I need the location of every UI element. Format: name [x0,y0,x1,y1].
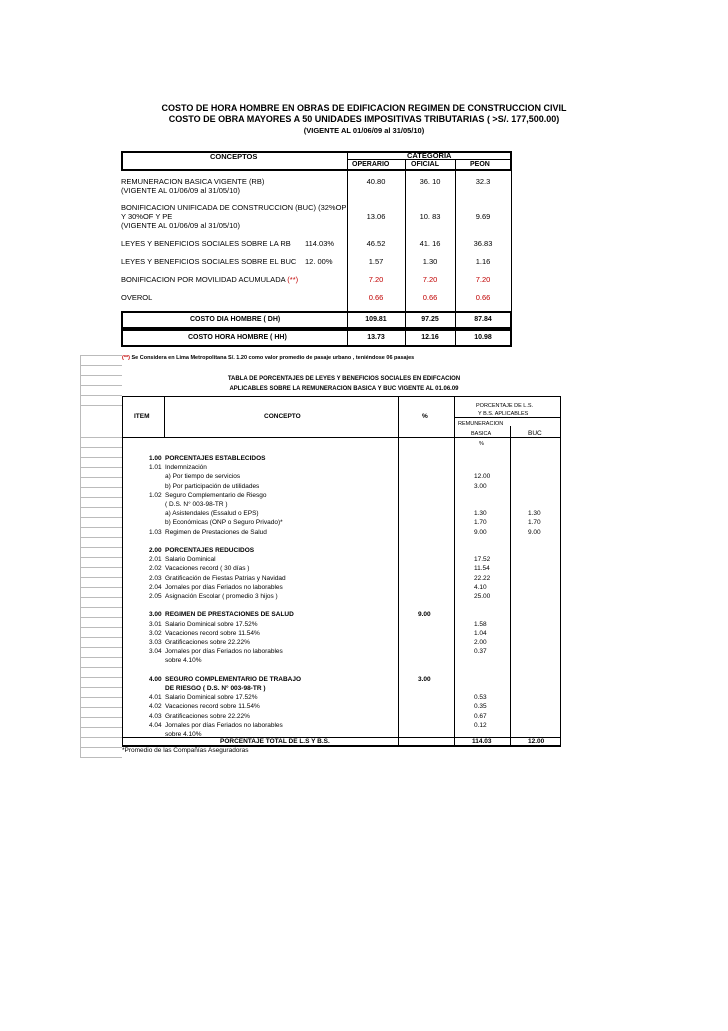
concept-text: Vacaciones record sobre 11.54% [165,703,260,711]
dh-operario: 109.81 [365,316,387,323]
item-number: 3.04 [149,648,162,656]
row-lbs-buc-pct: 12. 00% [305,257,333,266]
grid-line [80,597,122,598]
hh-label: COSTO HORA HOMBRE ( HH) [188,334,287,341]
grid-line [80,707,122,708]
grid-line [80,627,122,628]
concept-pct: 3.00 [418,675,431,683]
total-rb: 114.03 [472,738,492,745]
item-number: 2.04 [149,583,162,591]
rb-value: 17.52 [474,556,491,564]
concept-text: Salario Dominical sobre 17.52% [165,620,258,628]
divider [510,426,511,745]
grid-line [80,567,122,568]
item-number: 2.05 [149,593,162,600]
header-buc: BUC [528,430,542,437]
rb-value: 0.53 [474,694,487,702]
grid-line [80,677,122,678]
row-buc-operario: 13.06 [366,212,386,221]
row-rb-label2: (VIGENTE AL 01/06/09 al 31/05/10) [121,186,240,195]
rb-value: 2.00 [474,639,487,646]
grid-line [80,395,122,396]
concept-text: Vacaciones record ( 30 días ) [165,565,250,573]
grid-line [80,355,81,757]
grid-line [80,437,122,438]
footnote: *Promedio de las Compañías Aseguradoras [122,747,249,754]
divider [122,396,561,397]
concept-text: Gratificaciones sobre 22.22% [165,712,250,720]
divider [164,396,165,437]
item-number: 4.04 [149,721,162,729]
grid-line [80,587,122,588]
concept-text: REGIMEN DE PRESTACIONES DE SALUD [165,611,294,619]
grid-line [80,607,122,608]
grid-line [80,477,122,478]
rb-value: 3.00 [474,482,487,490]
divider [122,437,561,438]
grid-line [80,517,122,518]
rb-value: 9.00 [474,528,487,536]
concept-text: DE RIESGO ( D.S. N° 003-98-TR ) [165,685,266,692]
concept-text: Jornales por días Feriados no laborables [165,583,283,591]
row-lbs-rb-label: LEYES Y BENEFICIOS SOCIALES SOBRE LA RB [121,239,291,248]
grid-line [80,405,122,406]
concept-text: sobre 4.10% [165,731,202,738]
concept-text: ( D.S. N° 003-98-TR ) [165,501,228,508]
item-number: 4.00 [149,675,162,683]
doc-title-line2: COSTO DE OBRA MAYORES A 50 UNIDADES IMPOSITIVAS TRIBUTARIAS ( >S/. 177,500.00) [168,114,560,124]
table2-title2 [0,386,728,392]
divider [398,396,399,745]
grid-line [80,507,122,508]
grid-line [80,537,122,538]
header-porcentaje2: Y B.S. APLICABLES [478,411,529,417]
rb-value: 1.58 [474,620,487,628]
item-number: 1.00 [149,455,162,462]
header-concepto: CONCEPTO [264,413,301,420]
table2-title1-text: TABLA DE PORCENTAJES DE LEYES Y BENEFICIOS SOCIALES EN EDIFCACION [227,376,461,382]
hh-operario: 13.73 [367,334,385,341]
row-movilidad-text: BONIFICACION POR MOVILIDAD ACUMULADA [121,275,286,284]
divider [405,159,406,171]
rb-value: 0.67 [474,712,487,720]
item-number: 4.01 [149,694,162,702]
header-pct2: % [479,441,484,447]
item-number: 3.01 [149,620,162,628]
grid-line [80,687,122,688]
rb-value: 12.00 [474,473,491,481]
row-buc-label3: (VIGENTE AL 01/06/09 al 31/05/10) [121,221,240,230]
concept-text: Salario Dominical [165,556,216,564]
divider [454,396,455,745]
row-lbs-rb-oficial: 41. 16 [419,239,441,248]
grid-line [80,717,122,718]
row-rb-label: REMUNERACION BASICA VIGENTE (RB) [121,177,265,186]
divider [454,417,560,418]
concept-text: a) Asistendales (Essalud o EPS) [165,510,259,518]
rb-value: 22.22 [474,574,491,582]
rb-value: 0.12 [474,721,487,729]
concept-text: Seguro Complementario de Riesgo [165,491,267,499]
grid-line [80,467,122,468]
table2-title2-text: APLICABLES SOBRE LA REMUNERACION BASICA Y BUC VIGENTE AL 01.06.09 [229,386,459,392]
row-lbs-buc-label: LEYES Y BENEFICIOS SOCIALES SOBRE EL BUC [121,257,297,266]
concept-text: b) Por participación de utilidades [165,482,260,490]
row-buc-oficial: 10. 83 [419,212,441,221]
hh-peon: 10.98 [474,334,492,341]
rb-value: 1.30 [474,510,487,518]
header-conceptos: CONCEPTOS [210,152,258,161]
header-pct: % [422,413,428,420]
rb-value: 1.70 [474,519,487,527]
row-overol-peon: 0.66 [475,293,491,302]
row-lbs-rb-peon: 36.83 [473,239,493,248]
doc-title-line1: COSTO DE HORA HOMBRE EN OBRAS DE EDIFICACION REGIMEN DE CONSTRUCCION CIVIL [161,103,567,113]
buc-value: 1.70 [528,519,541,527]
dh-peon: 87.84 [474,316,492,323]
row-overol-label: OVEROL [121,293,153,302]
grid-line [80,617,122,618]
doc-title-line3: (VIGENTE AL 01/06/09 al 31/05/10) [303,126,425,135]
row-movilidad-label [121,275,298,284]
header-peon: PEON [470,161,490,168]
concept-text: Gratificación de Fiestas Patrias y Navidad [165,574,286,582]
row-rb-oficial: 36. 10 [419,177,441,186]
grid-line [80,355,122,356]
grid-line [80,737,122,738]
concept-text: Vacaciones record sobre 11.54% [165,629,260,637]
grid-line [80,657,122,658]
grid-line [80,757,122,758]
concept-pct: 9.00 [418,611,431,619]
rb-value: 11.54 [474,565,490,573]
divider [455,159,456,171]
grid-line [80,577,122,578]
item-number: 2.01 [149,556,162,564]
header-porcentaje1: PORCENTAJE DE L.S. [476,403,534,409]
cost-table-header [121,151,512,171]
row-lbs-rb-pct: 114.03% [305,239,335,248]
concept-text: Regimen de Prestaciones de Salud [165,528,267,536]
row-movilidad-mark: (**) [287,275,299,284]
grid-line [80,697,122,698]
dh-oficial: 97.25 [421,316,439,323]
concept-text: a) Por tiempo de servicios [165,473,241,481]
item-number: 1.01 [149,464,162,472]
total-buc: 12.00 [528,738,545,745]
row-buc-peon: 9.69 [475,212,491,221]
item-number: 1.03 [149,528,162,536]
concept-text: PORCENTAJES REDUCIDOS [165,547,255,554]
row-rb-operario: 40.80 [366,177,386,186]
item-number: 3.03 [149,639,162,646]
concept-text: Jornales por días Feriados no laborables [165,721,283,729]
grid-line [80,527,122,528]
grid-line [80,667,122,668]
dh-label: COSTO DIA HOMBRE ( DH) [190,316,281,323]
divider [347,151,348,171]
movilidad-note [122,355,414,361]
concept-text: sobre 4.10% [165,657,202,665]
concept-text: SEGURO COMPLEMENTARIO DE TRABAJO [165,675,302,683]
item-number: 2.03 [149,574,162,582]
row-rb-peon: 32.3 [475,177,491,186]
concept-text: b) Económicas (ONP o Seguro Privado)* [165,519,283,527]
grid-line [80,637,122,638]
header-categoria: CATEGORIA [407,151,452,160]
header-item: ITEM [134,413,150,420]
divider [560,396,561,745]
total-label: PORCENTAJE TOTAL DE L.S Y B.S. [220,738,330,745]
concept-text: Gratificaciones sobre 22.22% [165,639,250,646]
header-basica: BASICA [471,431,492,437]
grid-line [80,647,122,648]
item-number: 4.02 [149,703,162,711]
row-movilidad-peon: 7.20 [475,275,491,284]
hh-oficial: 12.16 [421,334,439,341]
item-number: 2.00 [149,547,162,554]
row-overol-operario: 0.66 [368,293,384,302]
item-number: 4.03 [149,712,162,720]
row-buc-label: BONIFICACION UNIFICADA DE CONSTRUCCION (BUC) (32%OP [121,203,347,212]
header-operario: OPERARIO [352,161,390,168]
row-lbs-buc-oficial: 1.30 [422,257,438,266]
rb-value: 0.35 [474,703,487,711]
concept-text: Indemnización [165,464,207,472]
item-number: 3.02 [149,629,162,637]
concept-text: Salario Dominical sobre 17.52% [165,694,258,702]
row-lbs-buc-operario: 1.57 [368,257,384,266]
buc-value: 9.00 [528,528,541,536]
concept-text: Jornales por días Feriados no laborables [165,648,283,656]
grid-line [80,747,122,748]
grid-line [80,487,122,488]
row-movilidad-oficial: 7.20 [422,275,438,284]
header-remuneracion: REMUNERACION [458,421,504,427]
rb-value: 4.10 [474,583,487,591]
note-text: Se Considera en Lima Metropolitana S/. 1.20 como valor promedio de pasaje urbano , teniéndose 06 pasajes [131,355,415,361]
header-oficial: OFICIAL [411,161,439,168]
buc-value: 1.30 [528,510,541,518]
rb-value: 1.04 [474,629,487,637]
row-movilidad-operario: 7.20 [368,275,384,284]
item-number: 3.00 [149,611,162,619]
item-number: 1.02 [149,491,162,499]
concept-text: PORCENTAJES ESTABLECIDOS [165,455,266,462]
concept-text: Asignación Escolar ( promedio 3 hijos ) [165,593,278,600]
row-lbs-buc-peon: 1.16 [475,257,491,266]
grid-line [80,497,122,498]
table2-title1 [0,376,728,382]
item-number: 2.02 [149,565,162,573]
row-buc-label2: Y 30%OF Y PE [121,212,173,221]
grid-line [80,365,122,366]
grid-line [80,557,122,558]
divider [122,396,123,745]
row-lbs-rb-operario: 46.52 [366,239,386,248]
grid-line [80,547,122,548]
grid-line [80,727,122,728]
row-overol-oficial: 0.66 [422,293,438,302]
grid-line [80,447,122,448]
rb-value: 25.00 [474,593,491,600]
note-mark: (**) [122,355,130,361]
rb-value: 0.37 [474,648,487,656]
grid-line [80,457,122,458]
